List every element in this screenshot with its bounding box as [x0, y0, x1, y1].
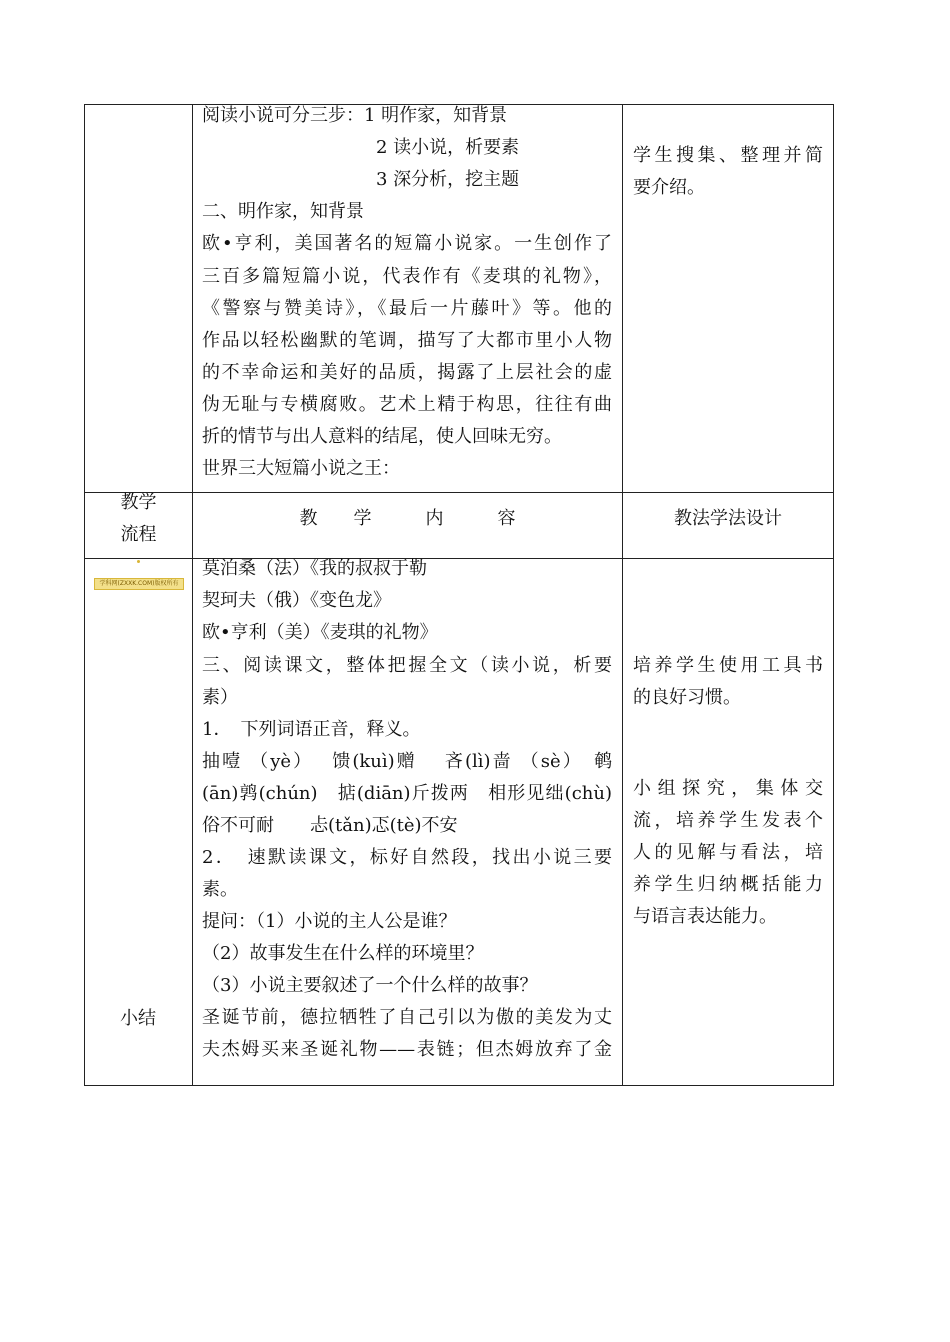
content-line: 圣诞节前，德拉牺牲了自己引以为傲的美发为丈 — [202, 1007, 612, 1028]
content-line: 欧•亨利，美国著名的短篇小说家。一生创作了 — [202, 233, 612, 254]
content-line: 世界三大短篇小说之王： — [202, 458, 400, 479]
decorative-dot — [137, 560, 140, 563]
content-line: 三百多篇短篇小说，代表作有《麦琪的礼物》， — [202, 266, 612, 287]
content-line: 折的情节与出人意料的结尾，使人回味无穷。 — [202, 426, 562, 447]
watermark-logo: 学科网(ZXXK.COM)版权所有 — [94, 578, 184, 590]
header-process-line2: 流程 — [120, 524, 157, 545]
content-line: 作品以轻松幽默的笔调，描写了大都市里小人物 — [202, 330, 612, 351]
content-line: 1． 下列词语正音，释义。 — [202, 719, 421, 740]
method-line: 与语言表达能力。 — [633, 906, 777, 927]
content-line: 3 深分析，挖主题 — [376, 169, 520, 190]
method-line: 流，培养学生发表个 — [633, 810, 823, 831]
content-line: 阅读小说可分三步：1 明作家，知背景 — [202, 105, 508, 126]
content-line: 莫泊桑（法）《我的叔叔于勒 — [202, 558, 427, 579]
method-line: 学生搜集、整理并简 — [633, 145, 823, 166]
content-line: 契珂夫（俄）《变色龙》 — [202, 590, 391, 611]
content-line: 2 读小说，析要素 — [376, 137, 520, 158]
table-col-divider-1 — [192, 104, 193, 1086]
section-heading: 二、明作家，知背景 — [202, 201, 364, 222]
content-line: 《警察与赞美诗》，《最后一片藤叶》等。他的 — [202, 298, 612, 319]
table-row-divider-1 — [84, 492, 834, 493]
table-border-right — [833, 104, 834, 1086]
process-label-summary: 小结 — [120, 1008, 156, 1029]
vocab-line: 俗不可耐 忐(tǎn)忑(tè)不安 — [202, 815, 458, 836]
table-border-bottom — [84, 1085, 834, 1086]
content-line: 夫杰姆买来圣诞礼物——表链；但杰姆放弃了金 — [202, 1039, 612, 1060]
content-line: 2． 速默读课文，标好自然段，找出小说三要 — [202, 847, 612, 868]
method-line: 的良好习惯。 — [633, 687, 741, 708]
question-line: （3）小说主要叙述了一个什么样的故事？ — [202, 975, 538, 996]
table-border-left — [84, 104, 85, 1086]
table-col-divider-2 — [622, 104, 623, 1086]
header-method: 教法学法设计 — [674, 508, 782, 529]
content-line: 伪无耻与专横腐败。艺术上精于构思，往往有曲 — [202, 394, 612, 415]
table-row-divider-2 — [84, 558, 834, 559]
content-line: 的不幸命运和美好的品质，揭露了上层社会的虚 — [202, 362, 612, 383]
content-line: 素。 — [202, 879, 238, 900]
section-heading: 三、阅读课文，整体把握全文（读小说，析要 — [202, 655, 612, 676]
method-line: 人的见解与看法，培 — [633, 842, 823, 863]
vocab-line: (ān)鹑(chún) 掂(diān)斤拨两 相形见绌(chù) — [202, 783, 612, 804]
method-line: 小组探究，集体交 — [633, 778, 823, 799]
header-process-line1: 教学 — [120, 492, 157, 513]
header-content: 教 学 内 容 — [299, 508, 516, 529]
method-line: 培养学生使用工具书 — [633, 655, 823, 676]
content-line: 欧•亨利（美）《麦琪的礼物》 — [202, 622, 438, 643]
question-line: （2）故事发生在什么样的环境里？ — [202, 943, 484, 964]
vocab-line: 抽噎 （yè） 馈(kuì)赠 吝(lì)啬 （sè） 鹌 — [202, 751, 612, 772]
method-line: 养学生归纳概括能力 — [633, 874, 823, 895]
content-line: 素） — [202, 687, 238, 708]
method-line: 要介绍。 — [633, 177, 705, 198]
question-line: 提问：（1）小说的主人公是谁？ — [202, 911, 457, 932]
